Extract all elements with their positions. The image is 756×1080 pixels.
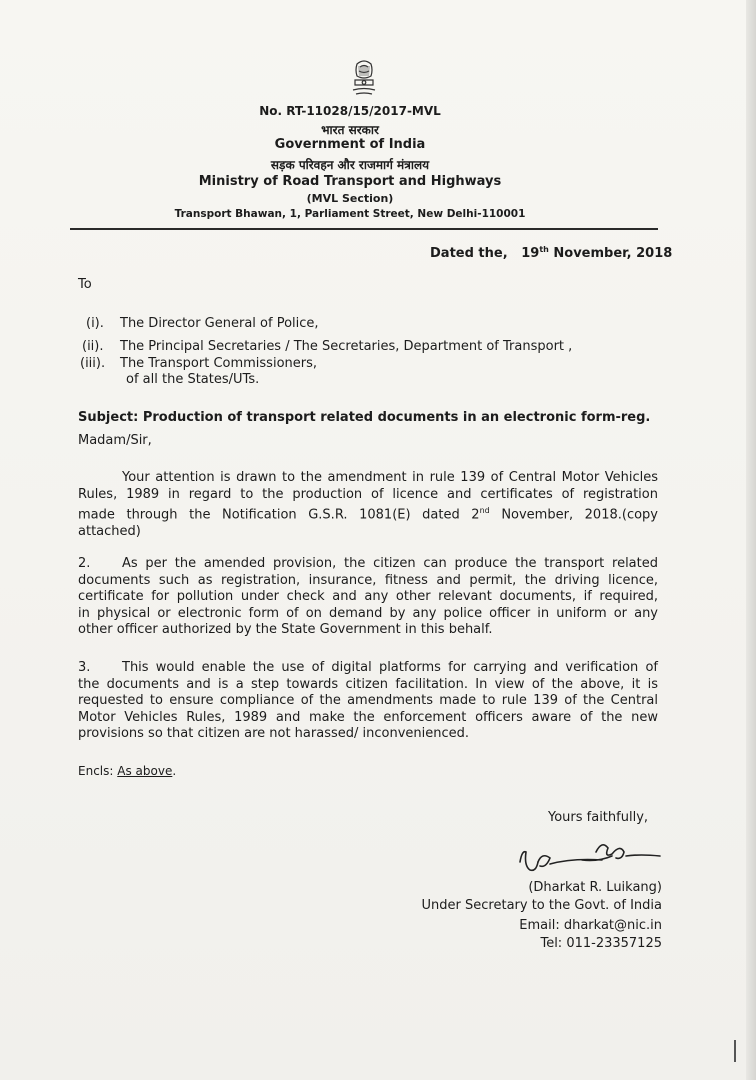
para1-line: Your attention is drawn to the amendment in rule 139 of Central Motor Vehicles — [122, 470, 658, 485]
para3-line: the documents and is a step towards citizen facilitation. In view of the above, it is — [78, 676, 658, 692]
para2-line: certificate for pollution under check and any other relevant documents, if required, — [78, 589, 658, 604]
addressee-item — [86, 316, 319, 331]
govt-title: Government of India — [274, 137, 426, 152]
para2-line: documents such as registration, insurance, fitness and permit, the driving licence, — [78, 572, 658, 588]
hindi-govt-title: भारत सरकार — [321, 123, 379, 137]
para2-line: in physical or electronic form of on demand by any police officer in uniform or any — [78, 605, 658, 621]
paragraph-2 — [78, 556, 658, 639]
addressee-item — [80, 356, 317, 371]
paragraph-3 — [78, 660, 658, 743]
ministry-title: Ministry of Road Transport and Highways — [198, 174, 502, 189]
enclosure-dot: . — [172, 764, 177, 778]
subject-line: Subject: Production of transport related documents in an electronic form-reg. — [78, 410, 651, 425]
date-prefix: Dated the, — [430, 246, 508, 261]
date-day: 19 — [521, 246, 540, 261]
para2-number: 2. — [78, 556, 91, 571]
date-day-suffix: th — [539, 245, 549, 254]
para3-line: This would enable the use of digital platforms for carrying and verification of — [122, 660, 658, 675]
office-address: Transport Bhawan, 1, Parliament Street, New Delhi-110001 — [174, 208, 526, 220]
header-divider — [70, 228, 658, 230]
signatory-tel: Tel: 011-23357125 — [540, 936, 662, 951]
para3-line-1 — [78, 660, 658, 677]
signatory-designation: Under Secretary to the Govt. of India — [421, 898, 662, 913]
hindi-ministry-title: सड़क परिवहन और राजमार्ग मंत्रालय — [270, 158, 430, 172]
para1-line-3 — [78, 503, 658, 524]
para3-line: provisions so that citizen are not harassed/ inconvenienced. — [78, 726, 470, 741]
signature-icon — [512, 832, 672, 880]
margin-mark — [734, 1040, 736, 1062]
signatory-email: Email: dharkat@nic.in — [519, 918, 662, 933]
addressee-text: The Transport Commissioners, — [120, 356, 318, 371]
addressee-tail: of all the States/UTs. — [126, 372, 260, 387]
addressee-text: The Principal Secretaries / The Secretaries, Department of Transport , — [120, 339, 573, 354]
addressee-text: The Director General of Police, — [120, 316, 319, 331]
para2-line-1 — [78, 556, 658, 573]
letter-date — [430, 245, 672, 261]
addressee-item — [82, 339, 572, 354]
para3-line: Motor Vehicles Rules, 1989 and make the enforcement officers aware of the new — [78, 709, 658, 725]
file-number: No. RT-11028/15/2017-MVL — [259, 104, 441, 118]
enclosure-line — [78, 764, 176, 778]
page-edge-shadow — [746, 0, 756, 1080]
para1-line3-main: made through the Notification G.S.R. 1081(E) dated 2 — [78, 507, 480, 523]
para1-line: attached) — [78, 523, 141, 539]
to-label: To — [78, 277, 92, 292]
para3-line: requested to ensure compliance of the amendments made to rule 139 of the Central — [78, 693, 658, 708]
date-rest: November, 2018 — [553, 246, 673, 261]
salutation: Madam/Sir, — [78, 433, 152, 448]
para2-line: other officer authorized by the State Government in this behalf. — [78, 622, 493, 637]
addressee-number: (ii). — [82, 339, 104, 354]
enclosure-value: As above — [117, 764, 173, 778]
section-title: (MVL Section) — [306, 192, 394, 205]
addressee-number: (i). — [86, 316, 104, 331]
para3-number: 3. — [78, 660, 91, 675]
addressee-number: (iii). — [80, 356, 106, 371]
paragraph-1 — [78, 470, 658, 540]
para1-sup: nd — [479, 506, 490, 515]
closing-phrase: Yours faithfully, — [548, 810, 649, 825]
para1-line: Rules, 1989 in regard to the production of licence and certificates of registration — [78, 486, 658, 502]
para2-line: As per the amended provision, the citizen can produce the transport related — [122, 556, 658, 571]
para1-line3-tail: November, 2018.(copy — [501, 507, 658, 523]
national-emblem-icon — [349, 58, 379, 102]
signatory-name: (Dharkat R. Luikang) — [528, 880, 662, 895]
enclosure-label: Encls: — [78, 764, 114, 778]
